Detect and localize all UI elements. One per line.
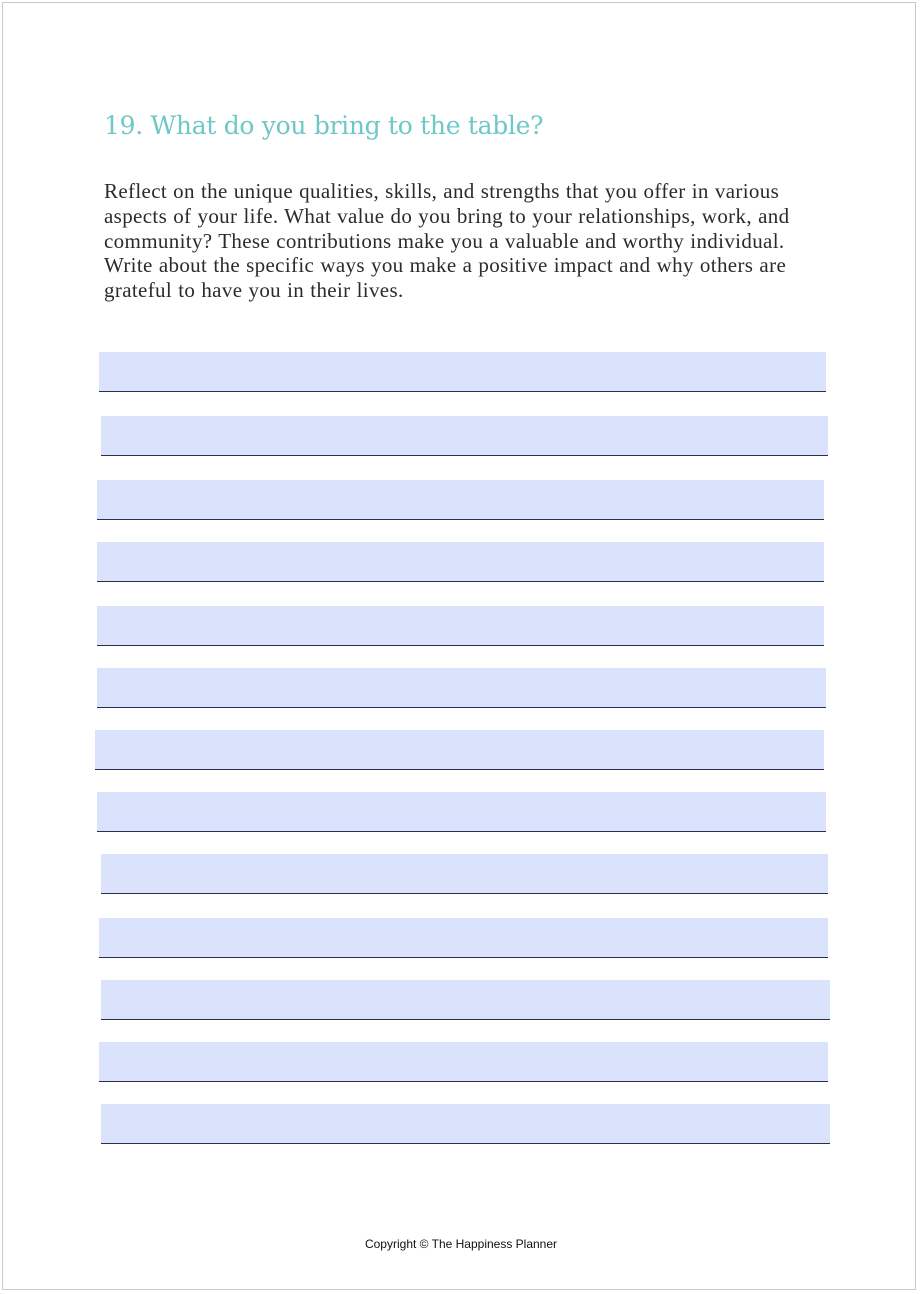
answer-field-8[interactable] — [97, 792, 826, 832]
prompt-text — [104, 179, 839, 303]
answer-field-10[interactable] — [99, 918, 828, 958]
answer-field-6[interactable] — [97, 668, 826, 708]
answer-field-11[interactable] — [101, 980, 830, 1020]
prompt-line: Write about the specific ways you make a positive impact and why others are — [104, 253, 787, 278]
answer-field-3[interactable] — [97, 480, 824, 520]
answer-field-2[interactable] — [101, 416, 828, 456]
journal-page — [2, 2, 916, 1290]
page-title: 19. What do you bring to the table? — [104, 111, 544, 140]
answer-field-1[interactable] — [99, 352, 826, 392]
answer-field-12[interactable] — [99, 1042, 828, 1082]
copyright-footer: Copyright © The Happiness Planner — [364, 1237, 558, 1251]
answer-field-4[interactable] — [97, 542, 824, 582]
prompt-line: Reflect on the unique qualities, skills, and strengths that you offer in various — [104, 179, 780, 203]
prompt-line: aspects of your life. What value do you bring to your relationships, work, and — [104, 203, 790, 228]
answer-field-9[interactable] — [101, 854, 828, 894]
answer-field-13[interactable] — [101, 1104, 830, 1144]
answer-field-5[interactable] — [97, 606, 824, 646]
answer-field-7[interactable] — [95, 730, 824, 770]
prompt-line: community? These contributions make you a valuable and worthy individual. — [104, 228, 785, 253]
prompt-line: grateful to have you in their lives. — [104, 278, 404, 303]
